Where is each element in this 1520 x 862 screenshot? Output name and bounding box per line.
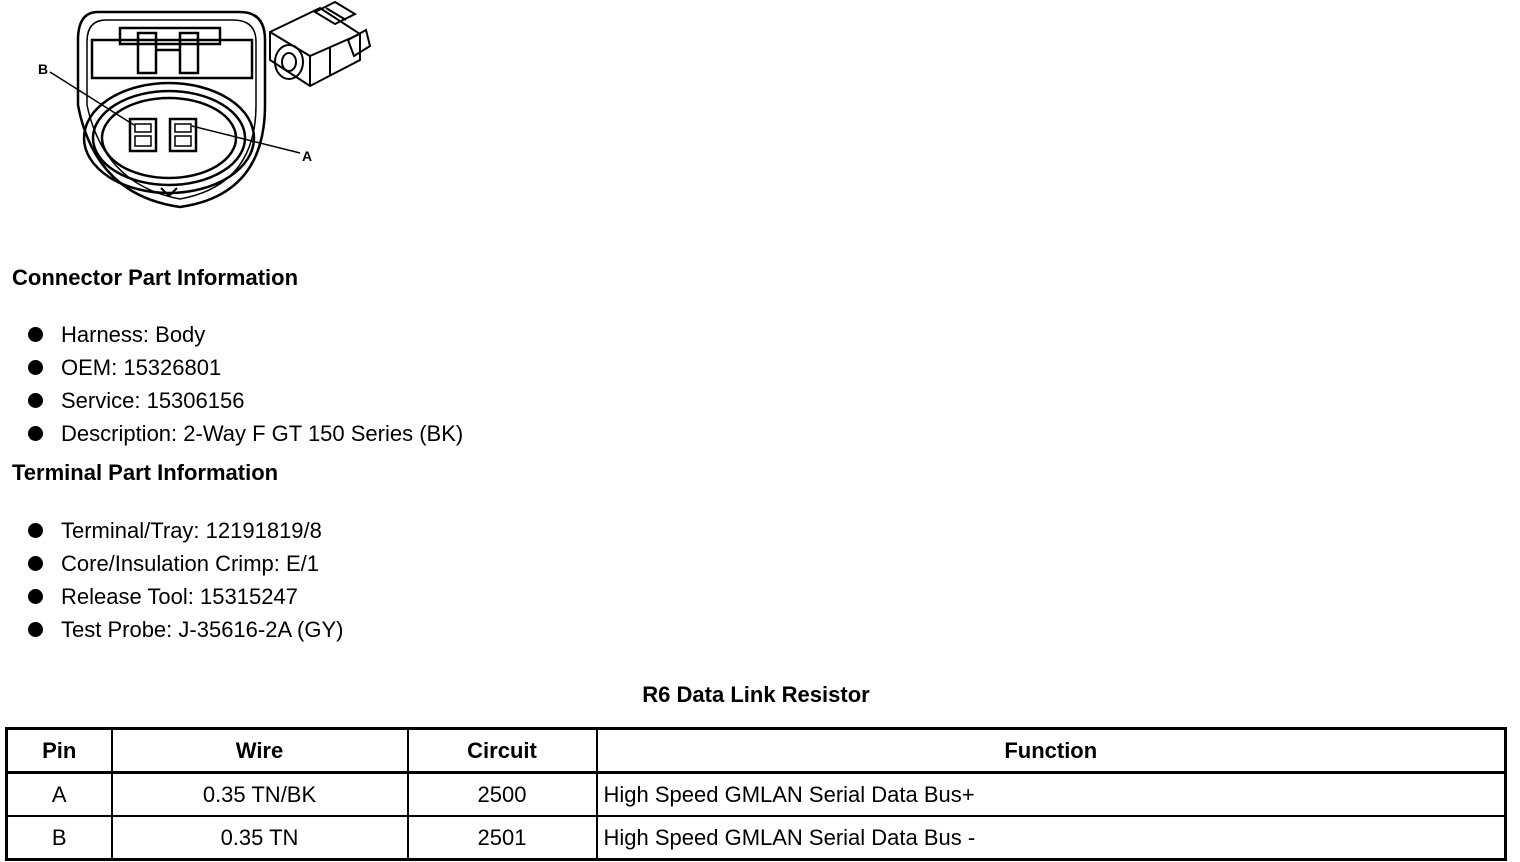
- bullet-icon: [28, 523, 43, 538]
- connector-isometric-view: [270, 2, 370, 86]
- bullet-icon: [28, 622, 43, 637]
- bullet-icon: [28, 393, 43, 408]
- cell-circuit: 2500: [408, 773, 597, 817]
- list-item: Release Tool: 15315247: [28, 580, 343, 613]
- header-function: Function: [597, 729, 1506, 773]
- table-row: [7, 773, 1506, 817]
- bullet-icon: [28, 426, 43, 441]
- connector-info-list: [28, 318, 463, 450]
- table-row: [7, 816, 1506, 860]
- terminal-info-list: [28, 514, 343, 646]
- cell-pin: A: [7, 773, 112, 817]
- terminal-section-heading: Terminal Part Information: [12, 460, 279, 485]
- header-pin: Pin: [7, 729, 112, 773]
- bullet-icon: [28, 360, 43, 375]
- callout-b-label: B: [38, 61, 49, 77]
- bullet-icon: [28, 589, 43, 604]
- list-item: OEM: 15326801: [28, 351, 463, 384]
- bullet-icon: [28, 327, 43, 342]
- table-title: R6 Data Link Resistor: [642, 682, 870, 707]
- header-circuit: Circuit: [408, 729, 597, 773]
- list-item: Test Probe: J-35616-2A (GY): [28, 613, 343, 646]
- cell-function: High Speed GMLAN Serial Data Bus -: [597, 816, 1506, 860]
- pinout-table: [5, 727, 1507, 861]
- list-item: Terminal/Tray: 12191819/8: [28, 514, 343, 547]
- terminal-cavities: [130, 119, 196, 151]
- callout-a-label: A: [302, 148, 313, 164]
- cell-pin: B: [7, 816, 112, 860]
- list-item: Description: 2-Way F GT 150 Series (BK): [28, 417, 463, 450]
- connector-section-heading: Connector Part Information: [12, 265, 299, 290]
- list-item: Harness: Body: [28, 318, 463, 351]
- list-item: Service: 15306156: [28, 384, 463, 417]
- list-item: Core/Insulation Crimp: E/1: [28, 547, 343, 580]
- cell-circuit: 2501: [408, 816, 597, 860]
- connector-diagram: [30, 0, 375, 215]
- connector-face: [78, 12, 265, 207]
- cell-wire: 0.35 TN/BK: [112, 773, 408, 817]
- cell-wire: 0.35 TN: [112, 816, 408, 860]
- cell-function: High Speed GMLAN Serial Data Bus+: [597, 773, 1506, 817]
- header-wire: Wire: [112, 729, 408, 773]
- table-header-row: [7, 729, 1506, 773]
- bullet-icon: [28, 556, 43, 571]
